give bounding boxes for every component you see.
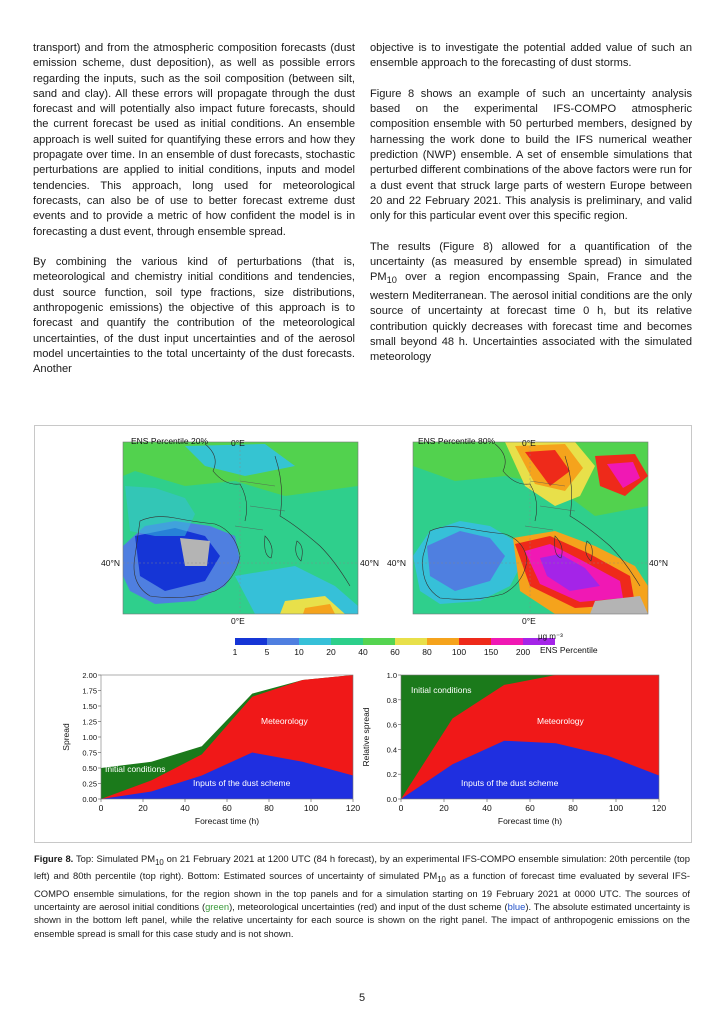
x-tick-label: 120 — [651, 803, 667, 813]
figure-8-graphic — [35, 426, 691, 842]
colorbar-tick-label: 80 — [422, 647, 432, 657]
caption-blue-word: blue — [507, 900, 526, 912]
chart-absolute-spread — [61, 671, 360, 826]
colorbar — [233, 638, 555, 657]
area-annotation: Initial conditions — [105, 764, 166, 774]
area-annotation: Initial conditions — [411, 685, 472, 695]
colorbar-segment — [395, 638, 427, 645]
area-annotation: Meteorology — [537, 716, 584, 726]
y-tick-label: 0.25 — [82, 779, 97, 789]
left-text-column — [33, 41, 355, 393]
x-tick-label: 20 — [138, 803, 148, 813]
y-tick-label: 0.2 — [386, 770, 397, 780]
colorbar-segment — [235, 638, 267, 645]
x-tick-label: 80 — [568, 803, 578, 813]
map-left-lat-right: 40°N — [360, 558, 379, 568]
colorbar-tick-label: 1 — [232, 647, 238, 657]
colorbar-unit: μg m⁻³ — [538, 632, 563, 641]
colorbar-segment — [459, 638, 491, 645]
map-right-lon-top: 0°E — [522, 438, 536, 448]
colorbar-tick-label: 100 — [451, 647, 467, 657]
y-tick-label: 0.50 — [82, 764, 97, 773]
y-tick-label: 0.8 — [386, 695, 397, 705]
y-tick-label: 0.0 — [386, 795, 397, 804]
map-right-lat-right: 40°N — [649, 558, 668, 568]
x-tick-label: 80 — [264, 803, 274, 813]
figure-caption: Figure 8. Top: Simulated $PM_{10}$ on 21 February 2021 at 1200 UTC (84 h forecast), by an experimental IFS-COMPO ensemble simulation: 20th percentile (top left) and 80th percentile (top right). Bottom: Estimated sources of uncertainty of simulated $PM_{10}$ as a function of forecast time evaluated by several IFS-COMPO ensemble simulations, for the region shown in the top panels and for a simulation starting on 19 February 2021 at 0000 UTC. The sources of uncertainty are aerosol initial conditions (green), meteorological uncertainties (red) and input of the dust scheme (blue). The absolute estimated uncertainty is shown in the bottom left panel, while the relative uncertainty for each source is shown on the right panel. The impact of anthropogenic emissions on the ensemble spread is small for this case study and is not shown. — [34, 853, 690, 939]
colorbar-segment — [427, 638, 459, 645]
colorbar-segment — [491, 638, 523, 645]
caption-green-word: green — [205, 900, 230, 912]
colorbar-tick-label: 10 — [294, 647, 304, 657]
colorbar-tick-label: 20 — [326, 647, 336, 657]
y-tick-label: 1.0 — [386, 671, 397, 680]
map-percentile-20 — [123, 442, 358, 614]
left-paragraph-2: By combining the various kind of perturbations (that is, meteorological and chemistry initial conditions and tendencies, dust source function, soil type fractions, size distributions, anthropogenic emissions) the objective of this approach is to forecast and quantify the contribution of the meteorological uncertainties, of the dust input uncertainties and of the aerosol model uncertainties to the total uncertainty of the dust forecasts. Another — [33, 256, 355, 376]
y-tick-label: 1.50 — [82, 702, 97, 711]
colorbar-segment — [267, 638, 299, 645]
colorbar-tick-label: 60 — [390, 647, 400, 657]
area-annotation: Inputs of the dust scheme — [193, 778, 291, 788]
x-tick-label: 0 — [98, 803, 104, 813]
x-tick-label: 100 — [608, 803, 624, 813]
map-right-lon-bottom: 0°E — [522, 616, 536, 626]
caption-label: Figure 8. — [34, 853, 74, 864]
colorbar-tick-label: 200 — [515, 647, 531, 657]
colorbar-segment — [331, 638, 363, 645]
y-tick-label: 2.00 — [82, 671, 97, 680]
figure-8 — [34, 425, 692, 843]
map-left-lat-left: 40°N — [101, 558, 120, 568]
y-tick-label: 1.75 — [82, 686, 97, 696]
map-left-lon-top: 0°E — [231, 438, 245, 448]
colorbar-label: ENS Percentile — [540, 645, 598, 655]
y-tick-label: 0.75 — [82, 748, 97, 758]
map-left-lon-bottom: 0°E — [231, 616, 245, 626]
left-paragraph-1: transport) and from the atmospheric composition forecasts (dust emission scheme, dust deposition), as well as possible errors regarding the inputs, such as the soil composition (between silt, sand and clay). All these errors will propagate through the dust forecast and will potentially also impact future forecasts, should the current forecast be used as initial conditions. An ensemble approach is well suited for quantifying these errors and how they propagate over time. In an ensemble of dust forecasts, stochastic perturbations are applied to initial conditions, inputs and model tendencies. This approach, long used for meteorological forecasts, can also be of use to better forecast extreme dust events and to provide a metric of how confident the model is in forecasting a dust event, through ensemble spread. — [33, 42, 355, 238]
y-tick-label: 0.6 — [386, 720, 397, 730]
y-tick-label: 0.00 — [82, 795, 97, 804]
y-axis-label: Spread — [61, 723, 71, 751]
x-tick-label: 60 — [222, 803, 232, 813]
right-paragraph-2: Figure 8 shows an example of such an uncertainty analysis based on the experimental IFS-COMPO atmospheric composition ensemble with 50 perturbed members, designed by harnessing the work done to build the IFS numerical weather prediction (NWP) ensemble. A set of ensemble simulations that perturbed different combinations of the above factors were run for a dust event that struck large parts of western Europe between 20 and 22 February 2021. This analysis is preliminary, and valid only for this particular event over this specific region. — [370, 87, 692, 223]
x-tick-label: 120 — [345, 803, 361, 813]
chart-relative-spread — [361, 671, 666, 826]
colorbar-tick-label: 40 — [358, 647, 368, 657]
x-axis-label: Forecast time (h) — [194, 816, 260, 826]
colorbar-segment — [363, 638, 395, 645]
right-paragraph-3: The results (Figure 8) allowed for a quantification of the uncertainty (as measured by ensemble spread) in simulated $PM_{10}$ over a region encompassing Spain, France and the western Mediterranean. The aerosol initial conditions are the only source of uncertainty at forecast time 0 h, but its relative contribution quickly decreases with forecast time and becomes small beyond 48 h. Uncertainties associated with the simulated meteorology — [370, 240, 692, 364]
x-tick-label: 0 — [398, 803, 404, 813]
x-axis-label: Forecast time (h) — [497, 816, 563, 826]
area-annotation: Inputs of the dust scheme — [461, 778, 559, 788]
y-tick-label: 1.25 — [82, 717, 97, 727]
x-tick-label: 20 — [439, 803, 449, 813]
page-number: 5 — [358, 992, 366, 1004]
x-tick-label: 40 — [180, 803, 190, 813]
y-tick-label: 1.00 — [82, 733, 97, 742]
x-tick-label: 60 — [525, 803, 535, 813]
x-tick-label: 40 — [482, 803, 492, 813]
map-left-title: ENS Percentile 20% — [131, 436, 209, 446]
colorbar-segment — [299, 638, 331, 645]
map-right-lat-left: 40°N — [387, 558, 406, 568]
map-right-title: ENS Percentile 80% — [418, 436, 496, 446]
map-percentile-80 — [413, 442, 648, 614]
x-tick-label: 100 — [303, 803, 319, 813]
y-axis-label: Relative spread — [361, 707, 371, 767]
right-text-column — [370, 41, 692, 381]
colorbar-tick-label: 5 — [264, 647, 270, 657]
area-annotation: Meteorology — [261, 716, 308, 726]
y-tick-label: 0.4 — [386, 745, 397, 755]
colorbar-tick-label: 150 — [483, 647, 499, 657]
right-paragraph-1: objective is to investigate the potential added value of such an ensemble approach to the forecasting of dust storms. — [370, 42, 692, 70]
